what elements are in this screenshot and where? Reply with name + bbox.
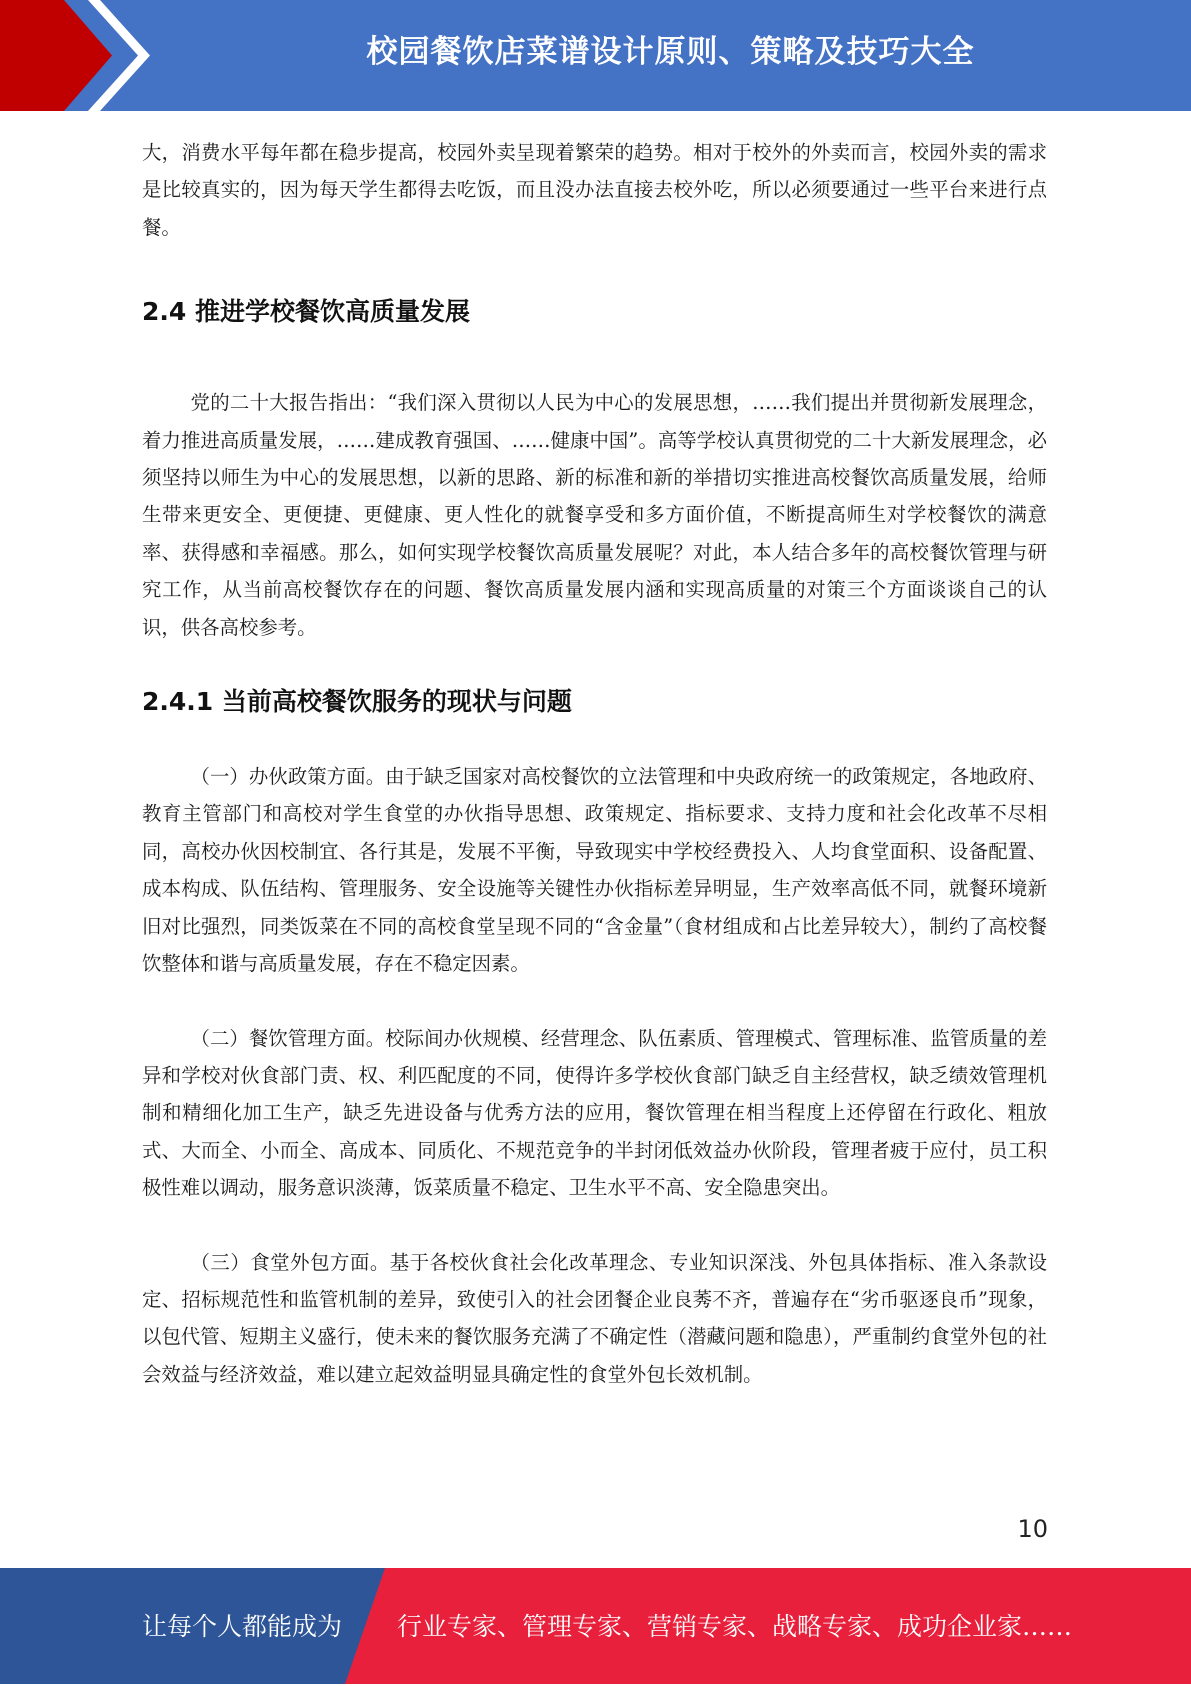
document-title: 校园餐饮店菜谱设计原则、策略及技巧大全 — [366, 34, 975, 70]
page-number: 10 — [1017, 1515, 1048, 1543]
header-arrow-icon — [0, 0, 160, 111]
paragraph-outsourcing: （三）食堂外包方面。基于各校伙食社会化改革理念、专业知识深浅、外包具体指标、准入条款设定、招标规范性和监管机制的差异，致使引入的社会团餐企业良莠不齐，普遍存在“劣币驱逐良币”现象，以包代管、短期主义盛行，使未来的餐饮服务充满了不确定性（潜藏问题和隐患），严重制约食堂外包的社会效益与经济效益，难以建立起效益明显具确定性的食堂外包长效机制。 — [142, 1250, 1047, 1386]
page-header — [0, 0, 1191, 111]
page-content — [142, 134, 1047, 1393]
section-heading-2-4: 2.4 推进学校餐饮高质量发展 — [142, 297, 470, 327]
paragraph-management: （二）餐饮管理方面。校际间办伙规模、经营理念、队伍素质、管理模式、管理标准、监管质量的差异和学校对伙食部门责、权、利匹配度的不同，使得许多学校伙食部门缺乏自主经营权，缺乏绩效管理机制和精细化加工生产，缺乏先进设备与优秀方法的应用，餐饮管理在相当程度上还停留在行政化、粗放式、大而全、小而全、高成本、同质化、不规范竞争的半封闭低效益办伙阶段，管理者疲于应付，员工积极性难以调动，服务意识淡薄，饭菜质量不稳定、卫生水平不高、安全隐患突出。 — [142, 1026, 1047, 1200]
page-footer — [0, 1568, 1191, 1684]
paragraph-policy: （一）办伙政策方面。由于缺乏国家对高校餐饮的立法管理和中央政府统一的政策规定，各地政府、教育主管部门和高校对学生食堂的办伙指导思想、政策规定、指标要求、支持力度和社会化改革不尽相同，高校办伙因校制宜、各行其是，发展不平衡，导致现实中学校经费投入、人均食堂面积、设备配置、成本构成、队伍结构、管理服务、安全设施等关键性办伙指标差异明显，生产效率高低不同，就餐环境新旧对比强烈，同类饭菜在不同的高校食堂呈现不同的“含金量”（食材组成和占比差异较大），制约了高校餐饮整体和谐与高质量发展，存在不稳定因素。 — [142, 765, 1047, 976]
section-heading-2-4-1: 2.4.1 当前高校餐饮服务的现状与问题 — [142, 687, 572, 717]
footer-slogan-right: 行业专家、管理专家、营销专家、战略专家、成功企业家…… — [397, 1612, 1073, 1641]
paragraph-intro-continued: 大，消费水平每年都在稳步提高，校园外卖呈现着繁荣的趋势。相对于校外的外卖而言，校园外卖的需求是比较真实的，因为每天学生都得去吃饭，而且没办法直接去校外吃，所以必须要通过一些平台来进行点餐。 — [142, 141, 1047, 239]
footer-slogan-left: 让每个人都能成为 — [142, 1612, 343, 1641]
paragraph-congress-report: 党的二十大报告指出：“我们深入贯彻以人民为中心的发展思想，……我们提出并贯彻新发展理念，着力推进高质量发展，……建成教育强国、……健康中国”。高等学校认真贯彻党的二十大新发展理念，必须坚持以师生为中心的发展思想，以新的思路、新的标准和新的举措切实推进高校餐饮高质量发展，给师生带来更安全、更便捷、更健康、更人性化的就餐享受和多方面价值，不断提高师生对学校餐饮的满意率、获得感和幸福感。那么，如何实现学校餐饮高质量发展呢？对此，本人结合多年的高校餐饮管理与研究工作，从当前高校餐饮存在的问题、餐饮高质量发展内涵和实现高质量的对策三个方面谈谈自己的认识，供各高校参考。 — [142, 391, 1047, 639]
